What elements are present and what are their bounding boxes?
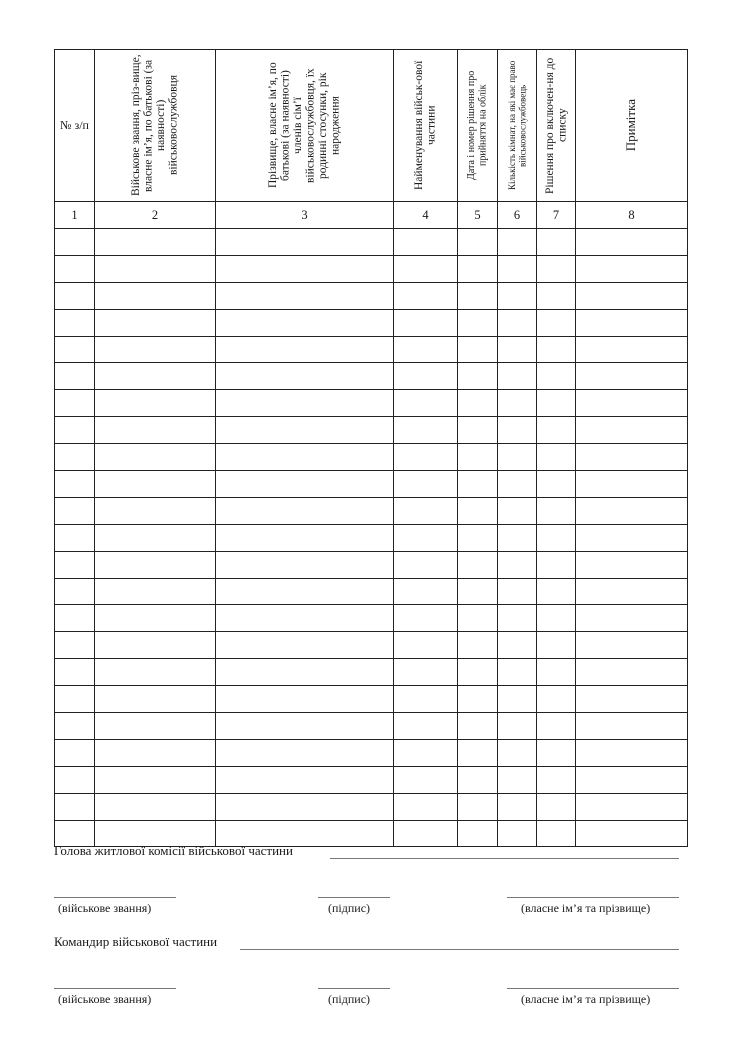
table-cell: [394, 578, 458, 605]
table-cell: [576, 255, 688, 282]
table-row: [55, 739, 688, 766]
header-note: [576, 50, 688, 202]
table-cell: [537, 390, 576, 417]
table-cell: [95, 390, 216, 417]
table-cell: [55, 524, 95, 551]
table-row: [55, 551, 688, 578]
table-cell: [458, 739, 498, 766]
table-cell: [537, 363, 576, 390]
table-cell: [216, 363, 394, 390]
header-rooms: [498, 50, 537, 202]
table-cell: [394, 444, 458, 471]
table-cell: [216, 659, 394, 686]
table-body: [55, 229, 688, 847]
commission-name-caption: (власне ім’я та прізвище): [521, 901, 651, 915]
table-cell: [458, 417, 498, 444]
table-cell: [537, 444, 576, 471]
table-cell: [394, 471, 458, 498]
table-cell: [95, 444, 216, 471]
table-row: [55, 686, 688, 713]
table-cell: [576, 578, 688, 605]
table-cell: [55, 282, 95, 309]
table-cell: [458, 605, 498, 632]
table-cell: [95, 578, 216, 605]
table-cell: [537, 578, 576, 605]
table-cell: [537, 686, 576, 713]
table-cell: [394, 282, 458, 309]
table-cell: [216, 282, 394, 309]
table-cell: [537, 793, 576, 820]
commission-rank-caption: (військове звання): [58, 901, 152, 915]
header-inclusion: [537, 50, 576, 202]
commander-name-line: [507, 988, 679, 989]
table-cell: [95, 363, 216, 390]
table-cell: [498, 632, 537, 659]
table-cell: [55, 471, 95, 498]
table-cell: [576, 309, 688, 336]
table-cell: [458, 713, 498, 740]
table-cell: [537, 255, 576, 282]
table-cell: [537, 471, 576, 498]
table-cell: [458, 229, 498, 256]
column-number: 8: [576, 202, 688, 229]
table-cell: [95, 471, 216, 498]
table-cell: [95, 229, 216, 256]
table-row: [55, 713, 688, 740]
commission-signature-line: [318, 897, 390, 898]
commission-signature-caption: (підпис): [328, 901, 371, 915]
table-cell: [458, 793, 498, 820]
table-cell: [458, 309, 498, 336]
table-cell: [537, 713, 576, 740]
table-cell: [498, 713, 537, 740]
table-cell: [394, 739, 458, 766]
table-cell: [576, 363, 688, 390]
table-cell: [55, 713, 95, 740]
table-cell: [216, 605, 394, 632]
table-cell: [95, 524, 216, 551]
header-number: [55, 50, 95, 202]
header-family-text: Прізвище, власне ім’я, по батькові (за наявності) членів сім’ї військовослужбовця, їх родинні стосунки, рік народження: [267, 62, 342, 189]
table-row: [55, 659, 688, 686]
table-cell: [95, 766, 216, 793]
table-cell: [498, 793, 537, 820]
table-cell: [55, 363, 95, 390]
table-cell: [55, 444, 95, 471]
commission-rank-line: [54, 897, 176, 898]
table-cell: [576, 686, 688, 713]
table-row: [55, 282, 688, 309]
column-number: 2: [95, 202, 216, 229]
table-cell: [216, 686, 394, 713]
commission-unit-line: [330, 858, 679, 859]
table-cell: [537, 605, 576, 632]
table-row: [55, 578, 688, 605]
table-cell: [458, 820, 498, 847]
table-cell: [537, 497, 576, 524]
table-cell: [576, 524, 688, 551]
commander-label: Командир військової частини: [54, 934, 218, 949]
column-number: 4: [394, 202, 458, 229]
table-cell: [394, 793, 458, 820]
table-cell: [576, 713, 688, 740]
table-cell: [55, 551, 95, 578]
table-cell: [498, 363, 537, 390]
header-row: [55, 50, 688, 202]
table-cell: [216, 551, 394, 578]
table-cell: [498, 551, 537, 578]
header-serviceman: [95, 50, 216, 202]
table-cell: [95, 605, 216, 632]
table-cell: [216, 578, 394, 605]
table-cell: [95, 686, 216, 713]
header-family: [216, 50, 394, 202]
table-cell: [576, 793, 688, 820]
table-cell: [537, 766, 576, 793]
table-cell: [498, 766, 537, 793]
commander-signature-line: [318, 988, 390, 989]
commander-rank-caption: (військове звання): [58, 992, 152, 1006]
table-cell: [55, 255, 95, 282]
table-cell: [55, 578, 95, 605]
table-cell: [576, 282, 688, 309]
table-cell: [55, 229, 95, 256]
table-cell: [95, 632, 216, 659]
table-cell: [95, 713, 216, 740]
table-cell: [458, 766, 498, 793]
table-cell: [216, 417, 394, 444]
header-inclusion-text: Рішення про включен-ня до списку: [543, 57, 568, 194]
table-row: [55, 417, 688, 444]
table-cell: [394, 820, 458, 847]
table-cell: [394, 255, 458, 282]
table-cell: [576, 497, 688, 524]
table-cell: [55, 793, 95, 820]
table-cell: [216, 739, 394, 766]
table-cell: [576, 471, 688, 498]
table-cell: [216, 336, 394, 363]
table-cell: [576, 632, 688, 659]
table-cell: [55, 766, 95, 793]
table-cell: [537, 282, 576, 309]
table-cell: [498, 686, 537, 713]
table-cell: [55, 417, 95, 444]
table-cell: [458, 255, 498, 282]
register-table: [54, 49, 688, 847]
table-cell: [394, 497, 458, 524]
header-decision-date-text: Дата і номер рішення про прийняття на облік: [466, 70, 489, 181]
table-cell: [537, 229, 576, 256]
table-cell: [55, 336, 95, 363]
table-cell: [537, 417, 576, 444]
table-cell: [216, 390, 394, 417]
table-row: [55, 390, 688, 417]
commander-signature-caption: (підпис): [328, 992, 371, 1006]
table-cell: [95, 497, 216, 524]
column-number: 1: [55, 202, 95, 229]
table-cell: [576, 551, 688, 578]
table-cell: [498, 444, 537, 471]
table-cell: [576, 820, 688, 847]
table-cell: [55, 632, 95, 659]
table-cell: [216, 497, 394, 524]
table-cell: [498, 471, 537, 498]
table-cell: [458, 363, 498, 390]
table-cell: [55, 739, 95, 766]
table-cell: [537, 632, 576, 659]
table-cell: [576, 605, 688, 632]
table-cell: [394, 524, 458, 551]
table-cell: [216, 766, 394, 793]
table-cell: [498, 255, 537, 282]
table-cell: [498, 417, 537, 444]
commission-head-label: Голова житлової комісії військової частини: [54, 843, 293, 858]
table-cell: [216, 471, 394, 498]
table-cell: [394, 309, 458, 336]
header-unit-text: Найменування військ-ової частини: [413, 60, 438, 191]
table-cell: [458, 551, 498, 578]
table-cell: [498, 578, 537, 605]
table-cell: [458, 524, 498, 551]
table-cell: [95, 659, 216, 686]
table-cell: [95, 417, 216, 444]
table-cell: [394, 229, 458, 256]
table-cell: [537, 336, 576, 363]
table-cell: [55, 309, 95, 336]
commander-rank-line: [54, 988, 176, 989]
header-rooms-text: Кількість кімнат, на які має право військовослужбовець: [506, 60, 527, 191]
table-row: [55, 363, 688, 390]
table-cell: [576, 336, 688, 363]
table-row: [55, 497, 688, 524]
table-cell: [576, 739, 688, 766]
table-cell: [498, 524, 537, 551]
table-cell: [394, 363, 458, 390]
header-decision-date: [458, 50, 498, 202]
column-number: 6: [498, 202, 537, 229]
commander-name-caption: (власне ім’я та прізвище): [521, 992, 651, 1006]
table-cell: [498, 605, 537, 632]
table-cell: [216, 713, 394, 740]
table-row: [55, 444, 688, 471]
table-cell: [576, 390, 688, 417]
table-cell: [498, 336, 537, 363]
table-cell: [458, 578, 498, 605]
table-cell: [394, 713, 458, 740]
table-cell: [576, 417, 688, 444]
table-cell: [498, 309, 537, 336]
table-cell: [95, 336, 216, 363]
table-cell: [55, 659, 95, 686]
table-cell: [394, 659, 458, 686]
table-cell: [537, 659, 576, 686]
table-cell: [216, 255, 394, 282]
column-number: 7: [537, 202, 576, 229]
table-cell: [394, 336, 458, 363]
table-cell: [576, 766, 688, 793]
table-row: [55, 336, 688, 363]
table-cell: [498, 390, 537, 417]
table-cell: [458, 390, 498, 417]
table-cell: [498, 739, 537, 766]
table-cell: [394, 766, 458, 793]
header-note-text: Примітка: [623, 99, 639, 152]
table-cell: [458, 282, 498, 309]
commission-name-line: [507, 897, 679, 898]
table-row: [55, 793, 688, 820]
table-cell: [55, 605, 95, 632]
table-cell: [394, 605, 458, 632]
table-cell: [576, 659, 688, 686]
table-cell: [394, 632, 458, 659]
table-row: [55, 309, 688, 336]
table-row: [55, 471, 688, 498]
table-cell: [216, 444, 394, 471]
table-cell: [55, 497, 95, 524]
table-cell: [216, 524, 394, 551]
table-cell: [216, 793, 394, 820]
table-cell: [95, 739, 216, 766]
table-cell: [216, 309, 394, 336]
table-cell: [498, 820, 537, 847]
table-cell: [537, 551, 576, 578]
table-cell: [394, 417, 458, 444]
table-cell: [498, 282, 537, 309]
table-row: [55, 632, 688, 659]
header-number-text: № з/п: [60, 118, 89, 132]
table-cell: [498, 497, 537, 524]
column-number: 3: [216, 202, 394, 229]
column-number: 5: [458, 202, 498, 229]
table-cell: [95, 282, 216, 309]
table-cell: [216, 229, 394, 256]
table-cell: [458, 444, 498, 471]
table-cell: [537, 524, 576, 551]
table-cell: [216, 632, 394, 659]
table-cell: [95, 793, 216, 820]
table-cell: [95, 551, 216, 578]
table-row: [55, 605, 688, 632]
table-cell: [394, 686, 458, 713]
table-cell: [458, 659, 498, 686]
header-unit: [394, 50, 458, 202]
table-cell: [95, 255, 216, 282]
table-cell: [458, 497, 498, 524]
table-cell: [95, 309, 216, 336]
table-cell: [458, 632, 498, 659]
column-number-row: [55, 202, 688, 229]
table-cell: [458, 686, 498, 713]
table-row: [55, 229, 688, 256]
table-cell: [394, 551, 458, 578]
commander-unit-line: [240, 949, 679, 950]
table-row: [55, 766, 688, 793]
table-cell: [537, 739, 576, 766]
table-cell: [537, 309, 576, 336]
table-cell: [537, 820, 576, 847]
table-cell: [458, 336, 498, 363]
header-serviceman-text: Військове звання, пріз-вище, власне ім’я, по батькові (за наявності) військовослужбовця: [130, 54, 180, 197]
table-cell: [576, 229, 688, 256]
table-cell: [498, 229, 537, 256]
table-cell: [576, 444, 688, 471]
table-cell: [498, 659, 537, 686]
table-cell: [394, 390, 458, 417]
table-row: [55, 255, 688, 282]
table-cell: [55, 686, 95, 713]
table-row: [55, 524, 688, 551]
table-cell: [55, 390, 95, 417]
table-cell: [458, 471, 498, 498]
